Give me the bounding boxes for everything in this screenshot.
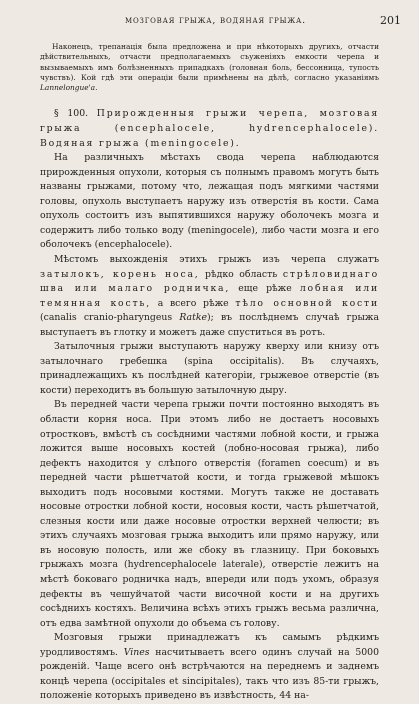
text-run: Мозговыя грыжи принадлежатъ къ самымъ рѣдкимъ уродливостямъ.: [40, 632, 379, 658]
paragraph-2: [40, 253, 379, 340]
spaced-run: лобная или темянная кость,: [40, 283, 379, 309]
text-run: насчитываетъ всего одинъ случай на 5000 рожденій. Чаще всего онѣ встрѣчаются на переднемъ и заднемъ концѣ черепа (occipitales et sincipitales), такъ что изъ 85-ти грыжъ, положеніе которыхъ приведено въ извѣстность, 44 на-: [40, 646, 379, 702]
spaced-run: тѣло основной кости: [235, 297, 379, 309]
text-run: Въ передней части черепа грыжи почти постоянно выходятъ въ области корня носа. При этомъ либо не достаетъ носовыхъ отростковъ, вмѣстѣ съ сосѣдними частями лобной кости, и грыжа ложится выше носовыхъ костей (лобно-носовая грыжа), либо дефектъ находится у слѣпого отверстія (foramen coecum) и въ передней части рѣшетчатой кости, и тогда грыжевой мѣшокъ выходитъ подъ носовыми костями. Могутъ также не доставать носовые отростки лобной кости, носовыя кости, часть рѣшетчатой, слезныя кости или даже носовые отростки верхней челюсти; въ этихъ случаяхъ мозговая грыжа выходитъ или прямо наружу, или въ носовую полость, или же сбоку въ глазницу. При боковыхъ грыжахъ мозга (hydrencephalocele laterale), отверстіе лежитъ на мѣстѣ боковаго родничка надъ, впереди или подъ ухомъ, образуя дефекты въ чешуйчатой части височной кости и на другихъ сосѣднихъ костяхъ. Величина всѣхъ этихъ грыжъ весьма различна, отъ едва замѣтной опухоли до объема съ голову.: [40, 399, 379, 629]
footnote-text: Наконецъ, трепанація была предложена и при нѣкоторыхъ другихъ, отчасти дѣйствительныхъ, отчасти предполагаемыхъ съуженіяхъ емкости черепа и вызываемыхъ имъ болѣзненныхъ припадкахъ (головная боль, бессонница, тупость чувствъ). Кой гдѣ эти операціи были примѣнены на дѣлѣ, согласно указаніямъ: [40, 42, 379, 82]
spaced-run: стрѣловиднаго шва или малаго родничка,: [40, 268, 379, 295]
paragraph-4: [40, 398, 379, 631]
page-number: 201: [380, 14, 401, 27]
text-run: Мѣстомъ выхожденія этихъ грыжъ изъ черепа служатъ: [54, 253, 379, 265]
text-run: (canalis cranio-pharyngeus: [40, 312, 180, 324]
text-run: Затылочныя грыжи выступаютъ наружу кверху или книзу отъ затылочнаго гребешка (spina occipitalis). Въ случаяхъ, принадлежащихъ къ послѣдней категоріи, грыжевое отверстіе (въ кости) переходитъ въ большую затылочную дыру.: [40, 341, 379, 396]
paragraph-5: [40, 631, 379, 704]
page-body: [40, 42, 379, 702]
footnote-end: .: [95, 83, 98, 93]
italic-author: Ratke: [179, 312, 207, 324]
paragraph-1: [40, 151, 379, 253]
italic-author: Vines: [123, 646, 150, 658]
section-number: § 100.: [54, 108, 97, 120]
running-header: [30, 14, 401, 28]
text-run: рѣдко область: [199, 268, 283, 280]
text-run: ); въ послѣднемъ случаѣ грыжа выступаетъ въ глотку и можетъ даже спуститься въ ротъ.: [40, 312, 379, 338]
running-title: мозговая грыжа, водяная грыжа.: [125, 15, 306, 26]
paragraph-3: [40, 340, 379, 398]
spaced-run: затылокъ, корень носа,: [40, 268, 200, 280]
footnote-paragraph: [40, 42, 379, 93]
footnote-author: Lannelongue'a: [40, 83, 96, 93]
text-run: На различныхъ мѣстахъ свода черепа наблюдаются прирожденныя опухоли, которыя съ полнымъ правомъ могутъ быть названы грыжами, потому что, лежащая подъ мягкими частями головы, опухоль выступаетъ наружу изъ отверстія въ кости. Сама опухоль состоитъ изъ выпятившихся наружу оболочекъ мозга и содержитъ либо только воду (meningocele), либо части мозга и его оболочекъ (encephalocele).: [40, 152, 379, 251]
section-heading: [40, 107, 379, 151]
text-run: а всего рѣже: [151, 297, 236, 309]
text-run: еще рѣже: [230, 283, 300, 295]
section-title: Прирожденныя грыжи черепа, мозговая грыжа (encephalocele, hydrencephalocele). Водяная грыжа (meningocele).: [40, 108, 379, 149]
